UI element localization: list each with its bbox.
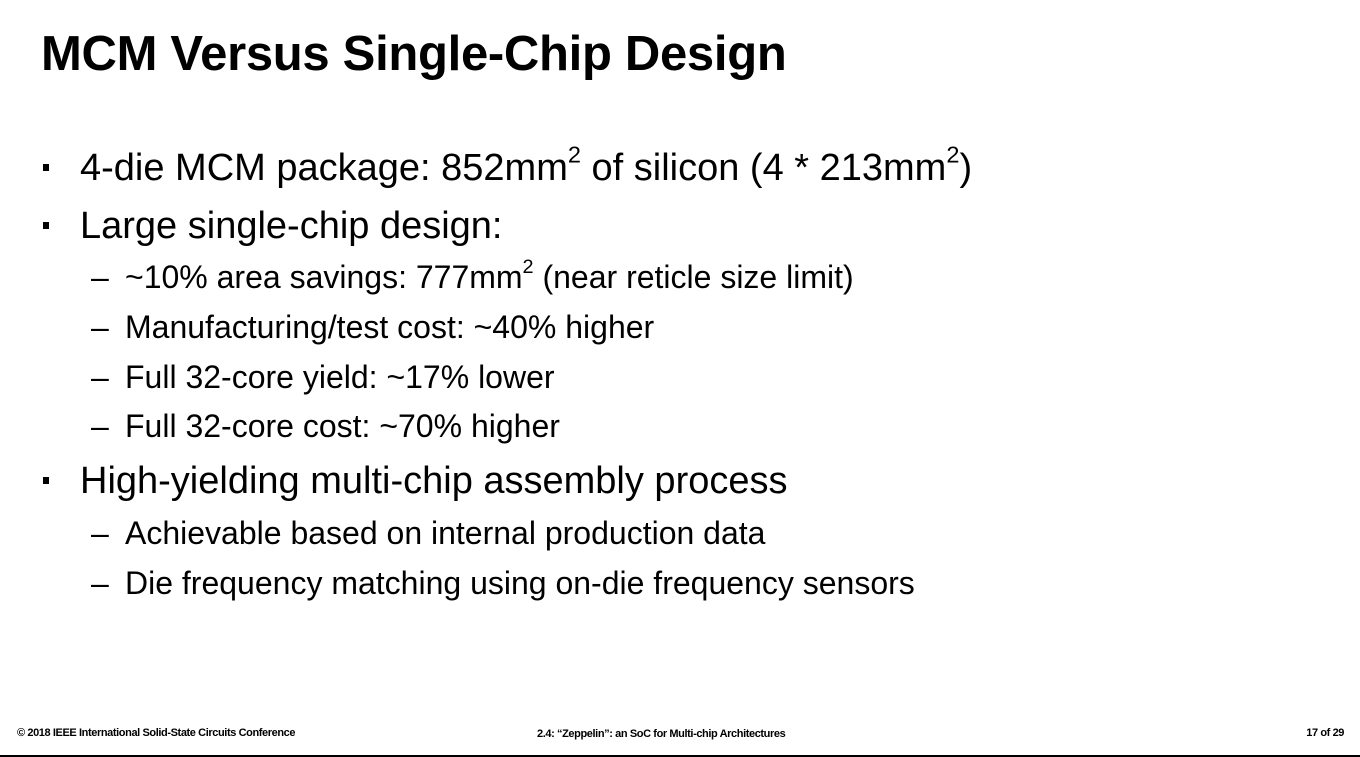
bullet-item-mcm-package: [80, 141, 973, 190]
dash-icon: –: [91, 259, 109, 295]
superscript: 2: [522, 256, 534, 279]
square-bullet-icon: [43, 164, 49, 171]
superscript: 2: [567, 141, 581, 168]
sub-text: Manufacturing/test cost: ~40% higher: [125, 309, 655, 345]
bullet-text: High-yielding multi-chip assembly process: [80, 460, 788, 502]
dash-icon: –: [91, 515, 109, 551]
footer-session-title: 2.4: “Zeppelin”: an SoC for Multi-chip Architectures: [537, 728, 786, 740]
square-bullet-icon: [43, 222, 49, 229]
sub-item-frequency-matching: [91, 564, 915, 602]
sub-text: Die frequency matching using on-die frequency sensors: [125, 565, 915, 601]
dash-icon: –: [91, 408, 109, 444]
sub-text: Achievable based on internal production data: [125, 515, 766, 551]
bullet-text: Large single-chip design:: [80, 205, 503, 247]
footer-copyright: © 2018 IEEE International Solid-State Circuits Conference: [17, 727, 296, 739]
sub-item-manufacturing-cost: [91, 308, 655, 346]
bullet-text-part: 4-die MCM package: 852mm: [80, 147, 568, 189]
footer-page-number: 17 of 29: [1306, 727, 1344, 739]
bullet-item-assembly-process: [80, 459, 788, 503]
bullet-text-part: of silicon (4 * 213mm: [580, 147, 947, 189]
superscript: 2: [946, 141, 960, 168]
dash-icon: –: [91, 309, 109, 345]
dash-icon: –: [91, 359, 109, 395]
sub-text-part: ~10% area savings: 777mm: [125, 259, 523, 295]
sub-item-core-yield: [91, 358, 555, 396]
sub-item-area-savings: [91, 256, 854, 296]
sub-item-core-cost: [91, 407, 560, 445]
bullet-text-part: ): [959, 147, 973, 189]
sub-text: Full 32-core cost: ~70% higher: [125, 408, 560, 444]
sub-text-part: (near reticle size limit): [533, 259, 854, 295]
sub-text: Full 32-core yield: ~17% lower: [125, 359, 555, 395]
square-bullet-icon: [43, 477, 49, 484]
bullet-item-single-chip: [80, 204, 503, 248]
sub-item-production-data: [91, 514, 766, 552]
slide-title: MCM Versus Single-Chip Design: [41, 27, 787, 81]
dash-icon: –: [91, 565, 109, 601]
